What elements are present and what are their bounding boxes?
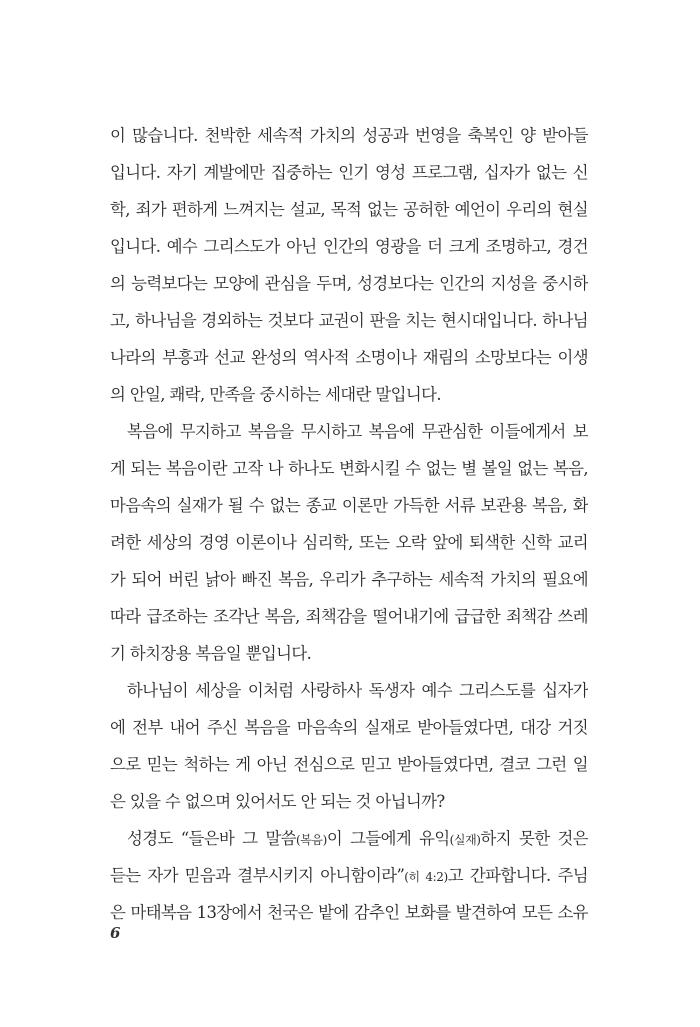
annotation: (복음)	[295, 833, 327, 847]
text-line: 입니다. 예수 그리스도가 아닌 인간의 영광을 더 크게 조명하고, 경건	[110, 237, 588, 256]
text-line: 으로 믿는 척하는 게 아닌 전심으로 믿고 받아들였다면, 결코 그런 일	[110, 755, 588, 774]
text-line	[110, 857, 588, 894]
text-line: 따라 급조하는 조각난 복음, 죄책감을 떨어내기에 급급한 죄책감 쓰레	[110, 607, 588, 626]
text-line: 복음에 무지하고 복음을 무시하고 복음에 무관심한 이들에게서 보	[127, 422, 588, 441]
text-line: 가 되어 버린 낡아 빠진 복음, 우리가 추구하는 세속적 가치의 필요에	[110, 570, 588, 589]
text-line: 고, 하나님을 경외하는 것보다 교권이 판을 치는 현시대입니다. 하나님	[110, 311, 588, 330]
body-text	[110, 117, 588, 931]
text-run: 성경도 “들은바 그 말씀	[127, 829, 296, 848]
text-line: 마음속의 실재가 될 수 없는 종교 이론만 가득한 서류 보관용 복음, 화	[110, 496, 588, 515]
text-line: 이 많습니다. 천박한 세속적 가치의 성공과 번영을 축복인 양 받아들	[110, 126, 588, 145]
text-run: 듣는 자가 믿음과 결부시키지 아니함이라”	[110, 866, 405, 885]
text-line: 기 하치장용 복음일 뿐입니다.	[110, 644, 312, 663]
text-line	[110, 820, 588, 857]
text-line: 게 되는 복음이란 고작 나 하나도 변화시킬 수 없는 별 볼일 없는 복음,	[110, 459, 588, 478]
scripture-reference: (히 4:2)	[404, 870, 448, 884]
text-line: 은 있을 수 없으며 있어서도 안 되는 것 아닙니까?	[110, 792, 445, 811]
text-line: 려한 세상의 경영 이론이나 심리학, 또는 오락 앞에 퇴색한 신학 교리	[110, 533, 588, 552]
text-line: 에 전부 내어 주신 복음을 마음속의 실재로 받아들였다면, 대강 거짓	[110, 718, 588, 737]
text-line: 은 마태복음 13장에서 천국은 밭에 감추인 보화를 발견하여 모든 소유	[110, 903, 588, 922]
text-run: 하지 못한 것은	[480, 829, 588, 848]
text-line: 나라의 부흥과 선교 완성의 역사적 소명이나 재림의 소망보다는 이생	[110, 348, 588, 367]
text-run: 이 그들에게 유익	[326, 829, 450, 848]
text-line: 의 안일, 쾌락, 만족을 중시하는 세대란 말입니다.	[110, 385, 441, 404]
text-run: 고 간파합니다. 주님	[447, 866, 588, 885]
text-line: 학, 죄가 편하게 느껴지는 설교, 목적 없는 공허한 예언이 우리의 현실	[110, 200, 588, 219]
text-line: 의 능력보다는 모양에 관심을 두며, 성경보다는 인간의 지성을 중시하	[110, 274, 588, 293]
text-line: 하나님이 세상을 이처럼 사랑하사 독생자 예수 그리스도를 십자가	[127, 681, 588, 700]
text-line: 입니다. 자기 계발에만 집중하는 인기 영성 프로그램, 십자가 없는 신	[110, 163, 588, 182]
annotation: (실재)	[449, 833, 481, 847]
page-number: 6	[110, 924, 121, 942]
